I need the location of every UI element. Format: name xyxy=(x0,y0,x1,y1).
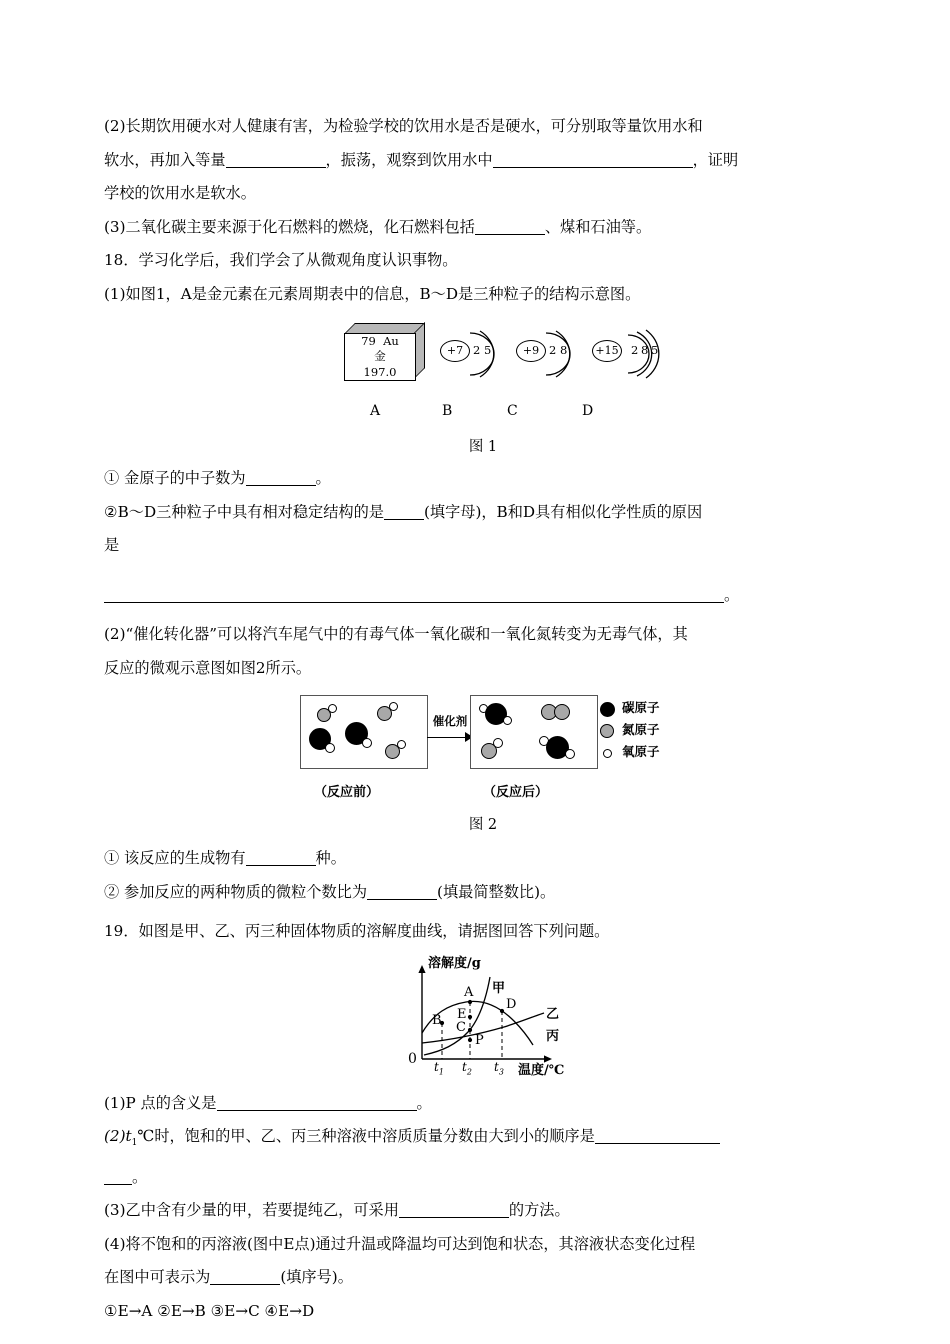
q19-item4-line2 xyxy=(104,1261,862,1295)
series-label-yi: 乙 xyxy=(546,1006,560,1022)
figure-label-c: C xyxy=(507,403,518,419)
fill-blank[interactable] xyxy=(595,1129,720,1144)
q18-sub2-period: 。 xyxy=(724,585,740,604)
q18-sub1-text-a: ① 金原子的中子数为 xyxy=(104,469,246,487)
point-label-c: C xyxy=(456,1019,466,1035)
q19-item1-text-a: (1)P 点的含义是 xyxy=(104,1093,217,1112)
q18-sub4-text-a: ② 参加反应的两种物质的微粒个数比为 xyxy=(104,882,368,901)
q17-item2-text-a: 软水，再加入等量 xyxy=(104,150,226,169)
nucleus-charge-d: +15 xyxy=(592,340,622,362)
fill-blank[interactable] xyxy=(475,220,545,235)
reaction-after-box xyxy=(470,695,598,769)
series-label-jia: 甲 xyxy=(492,980,506,996)
q18-sub4-text-b: (填最简整数比)。 xyxy=(437,882,556,901)
atomic-number: 79 xyxy=(361,334,376,348)
nucleus-charge-b: +7 xyxy=(440,340,470,362)
q19-item3-text-a: (3)乙中含有少量的甲，若要提纯乙，可采用 xyxy=(104,1201,399,1220)
point-label-b: B xyxy=(432,1012,442,1028)
oxygen-atom xyxy=(503,716,512,725)
figure-1-letters xyxy=(344,403,674,427)
oxygen-atom xyxy=(397,740,406,749)
reaction-arrow xyxy=(427,714,471,747)
q19-item3 xyxy=(104,1194,862,1228)
q17-item3 xyxy=(104,211,862,245)
origin-label: 0 xyxy=(408,1050,417,1067)
shell-electrons-d-1: 2 xyxy=(631,343,639,357)
figure-2-box-captions xyxy=(300,781,720,803)
figure-3-solubility-chart xyxy=(104,955,862,1083)
q17-item2-text-c: ，证明 xyxy=(692,150,739,169)
nucleus-charge-c: +9 xyxy=(516,340,546,362)
xtick-t2: $t_2$ xyxy=(462,1059,472,1076)
gray-circle-icon xyxy=(600,724,614,738)
fill-blank[interactable] xyxy=(104,1170,132,1185)
figure-2-legend xyxy=(600,697,718,763)
shell-electrons-d-3: 5 xyxy=(651,343,659,357)
shell-electrons-b-2: 5 xyxy=(484,343,492,357)
white-circle-icon xyxy=(603,749,612,758)
q17-item2-text-b: ，振荡，观察到饮用水中 xyxy=(325,150,493,169)
legend-row-carbon xyxy=(600,697,718,719)
fill-blank[interactable] xyxy=(210,1270,280,1285)
caption-after: （反应后） xyxy=(483,785,549,800)
q19-item4-options: ①E→A ②E→B ③E→C ④E→D xyxy=(104,1301,315,1320)
q18-sub2-line1 xyxy=(104,496,862,530)
figure-1 xyxy=(104,315,862,403)
legend-row-oxygen xyxy=(600,741,718,763)
q18-sub4 xyxy=(104,876,862,910)
q18-item2-line1: (2)“催化转化器”可以将汽车尾气中的有毒气体一氧化碳和一氧化氮转变为无毒气体，其 xyxy=(104,625,688,643)
oxygen-atom xyxy=(389,702,398,711)
q18-sub2-text-b: (填字母)，B和D具有相似化学性质的原因 xyxy=(423,502,703,521)
fill-blank[interactable] xyxy=(246,471,316,486)
oxygen-atom xyxy=(325,743,335,753)
q18-sub3-text-b: 种。 xyxy=(315,849,346,867)
caption-before: （反应前） xyxy=(314,785,380,800)
q19-item4-text-b: (填序号)。 xyxy=(280,1268,353,1287)
fill-blank[interactable] xyxy=(493,153,693,168)
q18-sub3 xyxy=(104,842,862,876)
xtick-t1: $t_1$ xyxy=(434,1059,444,1076)
oxygen-atom xyxy=(493,738,503,748)
cube-front-face xyxy=(344,333,416,381)
q19-item1 xyxy=(104,1087,862,1121)
black-circle-icon xyxy=(600,702,615,717)
fill-blank[interactable] xyxy=(217,1096,417,1111)
q18-sub1-text-b: 。 xyxy=(315,469,331,487)
q18-sub2-answer-line xyxy=(104,579,862,613)
element-symbol: Au xyxy=(383,334,399,348)
reaction-before-box xyxy=(300,695,428,769)
q18-item2-line2: 反应的微观示意图如图2所示。 xyxy=(104,658,312,677)
shell-electrons-c-2: 8 xyxy=(560,343,568,357)
figure-label-b: B xyxy=(442,403,453,419)
q18-sub2-line2: 是 xyxy=(104,536,120,554)
q18-stem: 18．学习化学后，我们学会了从微观角度认识事物。 xyxy=(104,251,458,269)
x-axis-title: 温度/℃ xyxy=(518,1062,565,1078)
oxygen-atom xyxy=(565,749,575,759)
point-label-a: A xyxy=(464,984,474,1000)
element-name: 金 xyxy=(374,349,386,364)
fill-blank[interactable] xyxy=(246,851,316,866)
legend-label-oxygen: 氧原子 xyxy=(622,744,660,759)
q17-item3-text-a: (3)二氧化碳主要来源于化石燃料的燃烧，化石燃料包括 xyxy=(104,217,475,236)
figure-1-caption: 图 1 xyxy=(468,439,498,455)
q19-stem: 19．如图是甲、乙、丙三种固体物质的溶解度曲线，请据图回答下列问题。 xyxy=(104,922,610,940)
shell-electrons-b-1: 2 xyxy=(473,343,481,357)
catalyst-label: 催化剂 xyxy=(432,714,468,728)
figure-2-caption: 图 2 xyxy=(468,817,498,833)
q17-item2-line1: (2)长期饮用硬水对人健康有害，为检验学校的饮用水是否是硬水，可分别取等量饮用水和 xyxy=(104,117,703,135)
point-label-d: D xyxy=(506,996,517,1012)
fill-blank[interactable] xyxy=(226,153,326,168)
oxygen-atom xyxy=(362,738,372,748)
shell-electrons-c-1: 2 xyxy=(549,343,557,357)
q19-item2-line1 xyxy=(104,1120,862,1161)
shell-electrons-d-2: 8 xyxy=(641,343,649,357)
atomic-mass: 197.0 xyxy=(363,364,397,379)
q18-sub1 xyxy=(104,462,862,496)
nitrogen-atom xyxy=(554,704,570,720)
q17-item2-line3: 学校的饮用水是软水。 xyxy=(104,184,256,202)
q19-item2-text-a: (2)t xyxy=(104,1127,132,1145)
q19-item2-subscript: 1 xyxy=(131,1138,138,1149)
fill-blank[interactable] xyxy=(367,885,437,900)
q19-item4-line1: (4)将不饱和的丙溶液(图中E点)通过升温或降温均可达到饱和状态，其溶液状态变化过程 xyxy=(104,1234,696,1253)
fill-blank-long[interactable] xyxy=(104,588,724,603)
legend-label-nitrogen: 氮原子 xyxy=(622,722,660,737)
q19-item2-line2 xyxy=(104,1161,862,1195)
q17-item3-text-b: 、煤和石油等。 xyxy=(544,217,652,236)
q18-sub3-text-a: ① 该反应的生成物有 xyxy=(104,849,246,867)
q19-item2-period: 。 xyxy=(132,1167,148,1186)
q18-item1: (1)如图1，A是金元素在元素周期表中的信息，B～D是三种粒子的结构示意图。 xyxy=(104,284,641,303)
q19-item3-text-b: 的方法。 xyxy=(508,1201,570,1220)
figure-label-a: A xyxy=(370,403,381,419)
fill-blank[interactable] xyxy=(399,1203,509,1218)
legend-label-carbon: 碳原子 xyxy=(622,700,660,715)
particle-structure-d xyxy=(592,329,692,379)
y-axis-title: 溶解度/g xyxy=(428,955,481,971)
element-info-cube xyxy=(344,323,416,381)
oxygen-atom xyxy=(328,704,337,713)
q17-item2-line2 xyxy=(104,144,862,178)
point-label-p: P xyxy=(475,1032,484,1048)
q19-item4-text-a: 在图中可表示为 xyxy=(104,1268,211,1287)
q19-item2-text-b: ℃时，饱和的甲、乙、丙三种溶液中溶质质量分数由大到小的顺序是 xyxy=(137,1127,595,1145)
fill-blank[interactable] xyxy=(384,505,424,520)
element-number-symbol xyxy=(345,334,415,349)
q19-item1-text-b: 。 xyxy=(416,1093,432,1112)
figure-2 xyxy=(104,695,862,781)
xtick-t3: $t_3$ xyxy=(494,1059,504,1076)
q18-sub2-text-a: ②B～D三种粒子中具有相对稳定结构的是 xyxy=(104,502,384,521)
point-label-e: E xyxy=(457,1006,467,1022)
figure-label-d: D xyxy=(582,403,594,419)
legend-row-nitrogen xyxy=(600,719,718,741)
series-label-bing: 丙 xyxy=(546,1028,560,1044)
